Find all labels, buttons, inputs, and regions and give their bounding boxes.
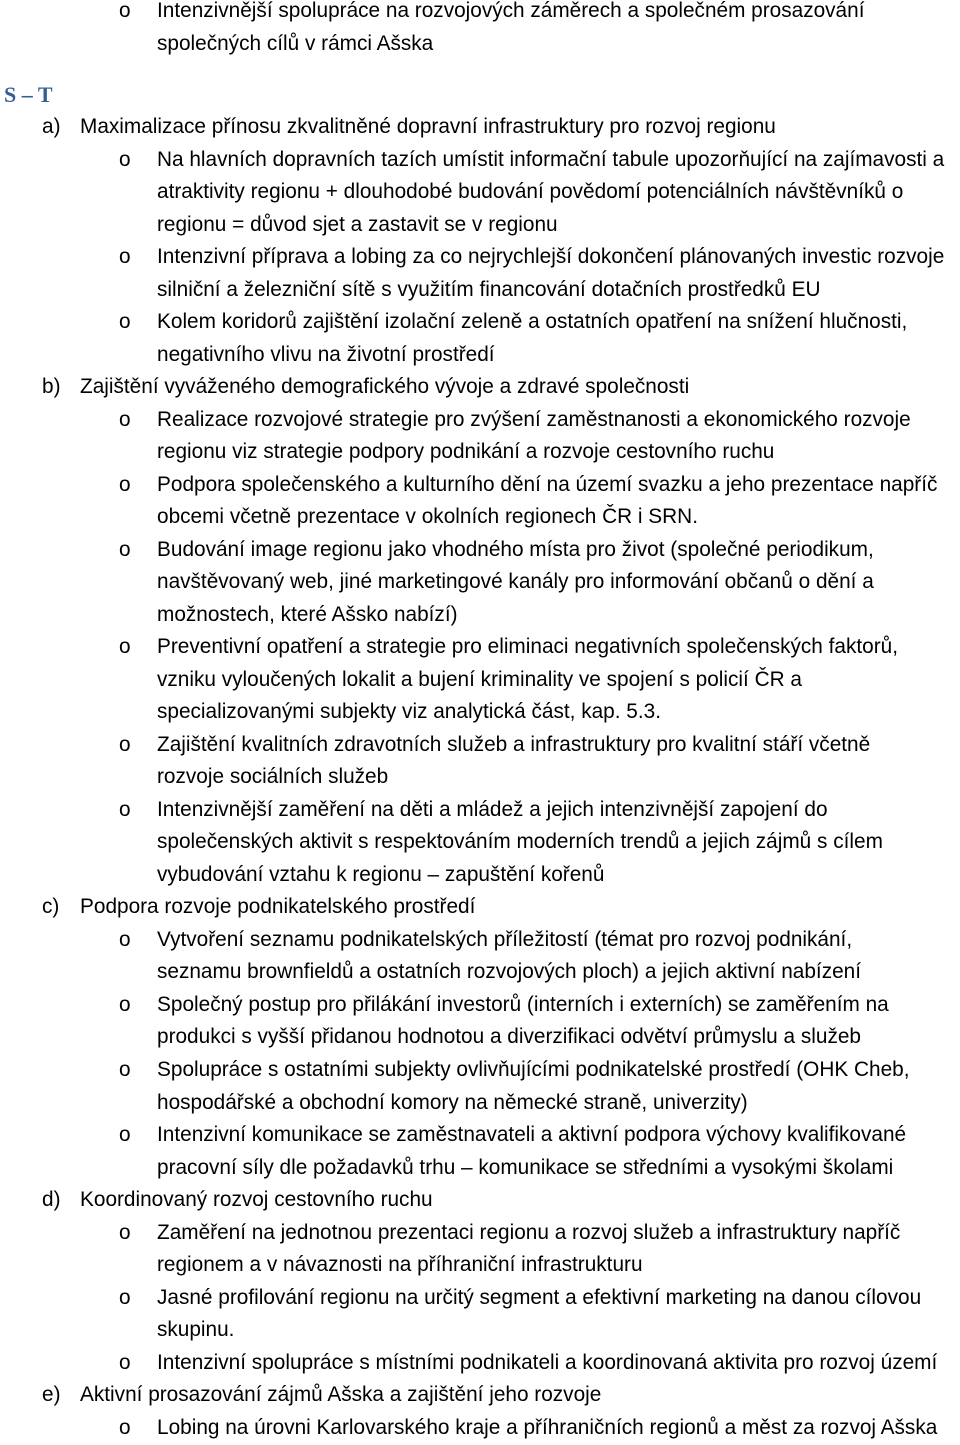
item-line: Realizace rozvojové strategie pro zvýšení zaměstnanosti a ekonomického rozvoje bbox=[157, 407, 911, 431]
bullet-marker: o bbox=[119, 1220, 131, 1244]
bullet-marker: o bbox=[119, 992, 131, 1016]
list-item bbox=[0, 469, 960, 534]
item-line: vzniku vyloučených lokalit a bujení kriminality ve spojení s policií ČR a bbox=[157, 667, 802, 691]
section-title: Koordinovaný rozvoj cestovního ruchu bbox=[80, 1188, 433, 1212]
section-title: Aktivní prosazování zájmů Ašska a zajištění jeho rozvoje bbox=[80, 1383, 602, 1407]
section-c bbox=[0, 891, 960, 1184]
section-marker: e) bbox=[42, 1383, 61, 1407]
bullet-marker: o bbox=[119, 472, 131, 496]
item-line: Společný postup pro přilákání investorů (interních i externích) se zaměřením na bbox=[157, 992, 889, 1016]
section-title-row bbox=[0, 891, 960, 924]
item-line: Intenzivnější zaměření na děti a mládež a jejich intenzivnější zapojení do bbox=[157, 797, 828, 821]
bullet-marker: o bbox=[119, 537, 131, 561]
list-item bbox=[0, 794, 960, 892]
section-title: Zajištění vyváženého demografického vývoje a zdravé společnosti bbox=[80, 375, 690, 399]
item-line: silniční a železniční sítě s využitím financování dotačních prostředků EU bbox=[157, 277, 821, 301]
section-d bbox=[0, 1184, 960, 1379]
item-line: společenských aktivit s respektováním moderních trendů a jejich zájmů s cílem bbox=[157, 830, 883, 854]
section-b bbox=[0, 371, 960, 891]
list-item bbox=[0, 534, 960, 632]
section-title: Podpora rozvoje podnikatelského prostředí bbox=[80, 895, 476, 919]
item-line: seznamu brownfieldů a ostatních rozvojových ploch) a jejich aktivní nabízení bbox=[157, 960, 862, 984]
section-marker: d) bbox=[42, 1188, 61, 1212]
item-line: produkci s vyšší přidanou hodnotou a diverzifikaci odvětví průmyslu a služeb bbox=[157, 1025, 861, 1049]
item-line: Intenzivní příprava a lobing za co nejrychlejší dokončení plánovaných investic rozvoje bbox=[157, 245, 945, 269]
list-item bbox=[0, 1347, 960, 1380]
bullet-marker: o bbox=[119, 310, 131, 334]
item-line: specializovanými subjekty viz analytická část, kap. 5.3. bbox=[157, 700, 661, 724]
section-marker: b) bbox=[42, 375, 61, 399]
bullet-marker: o bbox=[119, 1057, 131, 1081]
item-line: Zajištění kvalitních zdravotních služeb a infrastruktury pro kvalitní stáří včetně bbox=[157, 732, 871, 756]
list-item bbox=[0, 989, 960, 1054]
bullet-marker: o bbox=[119, 732, 131, 756]
list-item bbox=[0, 404, 960, 469]
item-line: Na hlavních dopravních tazích umístit informační tabule upozorňující na zajímavosti a bbox=[157, 147, 945, 171]
list-item bbox=[0, 1119, 960, 1184]
item-line: Zaměření na jednotnou prezentaci regionu a rozvoj služeb a infrastruktury napříč bbox=[157, 1220, 901, 1244]
section-e bbox=[0, 1379, 960, 1444]
item-line: Intenzivnější spolupráce na rozvojových záměrech a společném prosazování bbox=[157, 0, 865, 22]
bullet-marker: o bbox=[119, 407, 131, 431]
section-title-row bbox=[0, 1379, 960, 1412]
item-line: společných cílů v rámci Ašska bbox=[157, 31, 434, 55]
item-line: pracovní síly dle požadavků trhu – komunikace se středními a vysokými školami bbox=[157, 1155, 894, 1179]
bullet-marker: o bbox=[119, 635, 131, 659]
item-line: Intenzivní spolupráce s místními podnikateli a koordinovaná aktivita pro rozvoj území bbox=[157, 1350, 938, 1374]
section-title-row bbox=[0, 1184, 960, 1217]
item-line: Budování image regionu jako vhodného místa pro život (společné periodikum, bbox=[157, 537, 874, 561]
section-title-row bbox=[0, 111, 960, 144]
item-line: Spolupráce s ostatními subjekty ovlivňujícími podnikatelské prostředí (OHK Cheb, bbox=[157, 1057, 910, 1081]
list-item bbox=[0, 729, 960, 794]
list-item bbox=[0, 1054, 960, 1119]
item-line: Lobing na úrovni Karlovarského kraje a příhraničních regionů a měst za rozvoj Ašska bbox=[157, 1415, 938, 1439]
item-line: Kolem koridorů zajištění izolační zeleně a ostatních opatření na snížení hlučnosti, bbox=[157, 310, 908, 334]
item-line: Intenzivní komunikace se zaměstnavateli a aktivní podpora výchovy kvalifikované bbox=[157, 1123, 907, 1147]
section-title-row bbox=[0, 371, 960, 404]
item-line: obcemi včetně prezentace v okolních regionech ČR i SRN. bbox=[157, 505, 698, 529]
list-item bbox=[0, 631, 960, 729]
item-line: negativního vlivu na životní prostředí bbox=[157, 342, 495, 366]
item-line: atraktivity regionu + dlouhodobé budování povědomí potenciálních návštěvníků o bbox=[157, 180, 904, 204]
bullet-marker: o bbox=[119, 245, 131, 269]
section-title: Maximalizace přínosu zkvalitněné dopravní infrastruktury pro rozvoj regionu bbox=[80, 115, 776, 139]
bullet-marker: o bbox=[119, 0, 131, 22]
bullet-marker: o bbox=[119, 1350, 131, 1374]
item-line: Preventivní opatření a strategie pro eliminaci negativních společenských faktorů, bbox=[157, 635, 899, 659]
item-line: navštěvovaný web, jiné marketingové kanály pro informování občanů o dění a bbox=[157, 570, 874, 594]
item-line: Vytvoření seznamu podnikatelských příležitostí (témat pro rozvoj podnikání, bbox=[157, 927, 853, 951]
item-line: skupinu. bbox=[157, 1318, 235, 1342]
item-line: možnostech, které Ašsko nabízí) bbox=[157, 602, 458, 626]
item-line: rozvoje sociálních služeb bbox=[157, 765, 389, 789]
bullet-marker: o bbox=[119, 927, 131, 951]
item-line: Podpora společenského a kulturního dění na území svazku a jeho prezentace napříč bbox=[157, 472, 938, 496]
item-line: regionu = důvod sjet a zastavit se v regionu bbox=[157, 212, 558, 236]
bullet-marker: o bbox=[119, 797, 131, 821]
list-item bbox=[0, 144, 960, 242]
section-marker: a) bbox=[42, 115, 61, 139]
list-item bbox=[0, 241, 960, 306]
item-line: hospodářské a obchodní komory na německé straně, univerzity) bbox=[157, 1090, 748, 1114]
list-item bbox=[0, 1282, 960, 1347]
bullet-marker: o bbox=[119, 1415, 131, 1439]
bullet-marker: o bbox=[119, 1285, 131, 1309]
bullet-marker: o bbox=[119, 147, 131, 171]
list-item bbox=[0, 1412, 960, 1445]
list-item bbox=[0, 1217, 960, 1282]
section-a bbox=[0, 111, 960, 371]
section-marker: c) bbox=[42, 895, 60, 919]
item-line: Jasné profilování regionu na určitý segment a efektivní marketing na danou cílovou bbox=[157, 1285, 922, 1309]
item-line: vybudování vztahu k regionu – zapuštění kořenů bbox=[157, 862, 605, 886]
continued-list-item bbox=[0, 0, 960, 60]
item-line: regionem a v návaznosti na příhraniční infrastrukturu bbox=[157, 1253, 643, 1277]
item-line: regionu viz strategie podpory podnikání a rozvoje cestovního ruchu bbox=[157, 440, 775, 464]
bullet-marker: o bbox=[119, 1123, 131, 1147]
section-heading: S – T bbox=[4, 82, 53, 108]
list-item bbox=[0, 306, 960, 371]
list-item bbox=[0, 924, 960, 989]
